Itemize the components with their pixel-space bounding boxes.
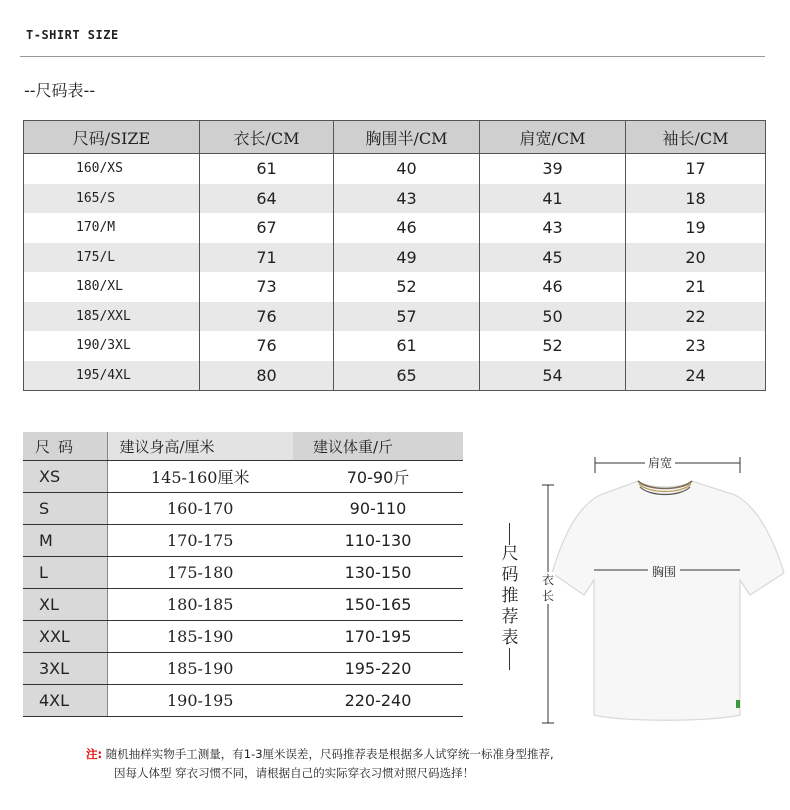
cell-size: 185/XXL bbox=[24, 302, 200, 332]
shoulder-label: 肩宽 bbox=[645, 454, 675, 471]
header-weight: 建议体重/斤 bbox=[293, 432, 463, 461]
side-label: 尺码推荐表 bbox=[501, 544, 519, 648]
cell-value: 46 bbox=[480, 272, 626, 302]
table-row bbox=[23, 557, 463, 589]
cell-value: 40 bbox=[334, 154, 480, 184]
cell-height: 185-190 bbox=[107, 653, 293, 685]
footnote-text-1: 随机抽样实物手工测量，有1-3厘米误差，尺码推荐表是根据多人试穿统一标准身型推荐, bbox=[105, 747, 554, 761]
table-row bbox=[24, 213, 766, 243]
cell-weight: 150-165 bbox=[293, 589, 463, 621]
cell-height: 190-195 bbox=[107, 685, 293, 717]
header-divider bbox=[20, 56, 765, 57]
cell-value: 43 bbox=[480, 213, 626, 243]
chest-label: 胸围 bbox=[648, 563, 680, 580]
cell-value: 54 bbox=[480, 361, 626, 391]
page-title: T-SHIRT SIZE bbox=[26, 28, 119, 42]
cell-size: 190/3XL bbox=[76, 338, 131, 354]
cell-weight: 130-150 bbox=[293, 557, 463, 589]
table-row bbox=[23, 525, 463, 557]
cell-value: 80 bbox=[200, 361, 334, 391]
table-row bbox=[23, 653, 463, 685]
cell-value: 41 bbox=[480, 184, 626, 214]
cell-value: 17 bbox=[626, 154, 766, 184]
header-length: 衣长/CM bbox=[200, 121, 334, 154]
cell-size: M bbox=[23, 525, 107, 557]
footnote-text-2: 因每人体型 穿衣习惯不同，请根据自己的实际穿衣习惯对照尺码选择！ bbox=[114, 766, 475, 780]
tshirt-diagram bbox=[540, 445, 790, 730]
cell-size: 170/M bbox=[76, 220, 116, 236]
cell-value: 65 bbox=[334, 361, 480, 391]
cell-value: 64 bbox=[200, 184, 334, 214]
cell-height: 185-190 bbox=[107, 621, 293, 653]
header-half-chest: 胸围半/CM bbox=[334, 121, 480, 154]
cell-size: S bbox=[23, 493, 107, 525]
table-row bbox=[24, 302, 766, 332]
cell-weight: 195-220 bbox=[293, 653, 463, 685]
recommendation-table bbox=[23, 432, 463, 717]
cell-size: 160/XS bbox=[76, 161, 123, 177]
section-title: --尺码表-- bbox=[24, 81, 96, 100]
table-row bbox=[23, 621, 463, 653]
cell-value: 73 bbox=[200, 272, 334, 302]
cell-value: 61 bbox=[200, 154, 334, 184]
footnote-line-2 bbox=[86, 764, 766, 783]
table-row bbox=[24, 331, 766, 361]
table-row bbox=[23, 589, 463, 621]
cell-value: 52 bbox=[480, 331, 626, 361]
footnote bbox=[86, 745, 766, 783]
cell-weight: 70-90斤 bbox=[293, 461, 463, 493]
cell-size: 165/S bbox=[24, 184, 200, 214]
cell-value: 19 bbox=[626, 213, 766, 243]
cell-size: 3XL bbox=[23, 653, 107, 685]
cell-value: 50 bbox=[480, 302, 626, 332]
cell-value: 71 bbox=[200, 243, 334, 273]
cell-value: 49 bbox=[334, 243, 480, 273]
cell-height: 160-170 bbox=[107, 493, 293, 525]
cell-size: 195/4XL bbox=[24, 361, 200, 391]
cell-value: 57 bbox=[334, 302, 480, 332]
cell-value: 39 bbox=[480, 154, 626, 184]
table-row bbox=[24, 272, 766, 302]
cell-height: 170-175 bbox=[107, 525, 293, 557]
table-row bbox=[24, 184, 766, 214]
side-tag bbox=[736, 700, 740, 708]
cell-value: 67 bbox=[200, 213, 334, 243]
table-row bbox=[24, 154, 766, 184]
cell-value: 22 bbox=[626, 302, 766, 332]
table-row bbox=[23, 461, 463, 493]
footnote-line-1 bbox=[86, 745, 766, 764]
cell-value: 52 bbox=[334, 272, 480, 302]
cell-weight: 220-240 bbox=[293, 685, 463, 717]
cell-size: 175/L bbox=[24, 243, 200, 273]
cell-size: L bbox=[23, 557, 107, 589]
tshirt-shape bbox=[552, 481, 784, 720]
cell-height: 175-180 bbox=[107, 557, 293, 589]
cell-weight: 110-130 bbox=[293, 525, 463, 557]
table-row bbox=[24, 243, 766, 273]
size-table bbox=[23, 120, 766, 391]
cell-value: 61 bbox=[334, 331, 480, 361]
side-label-bottom-line bbox=[509, 648, 510, 670]
cell-value: 20 bbox=[626, 243, 766, 273]
length-label: 衣长 bbox=[541, 573, 554, 603]
cell-value: 24 bbox=[626, 361, 766, 391]
cell-value: 76 bbox=[200, 302, 334, 332]
cell-size: 4XL bbox=[23, 685, 107, 717]
cell-size: XXL bbox=[23, 621, 107, 653]
cell-size: 180/XL bbox=[76, 279, 123, 295]
table-row bbox=[23, 493, 463, 525]
cell-value: 46 bbox=[334, 213, 480, 243]
cell-size: XS bbox=[23, 461, 107, 493]
footnote-prefix: 注: bbox=[86, 747, 103, 761]
cell-size: XL bbox=[23, 589, 107, 621]
header-size: 尺码/SIZE bbox=[24, 121, 200, 154]
cell-height: 180-185 bbox=[107, 589, 293, 621]
cell-weight: 90-110 bbox=[293, 493, 463, 525]
cell-value: 45 bbox=[480, 243, 626, 273]
cell-height: 145-160厘米 bbox=[107, 461, 293, 493]
header-sleeve: 袖长/CM bbox=[626, 121, 766, 154]
table-row bbox=[23, 685, 463, 717]
table-row bbox=[24, 361, 766, 391]
rec-table-header bbox=[23, 432, 463, 461]
header-size: 尺码 bbox=[23, 432, 107, 461]
cell-value: 18 bbox=[626, 184, 766, 214]
cell-value: 43 bbox=[334, 184, 480, 214]
cell-weight: 170-195 bbox=[293, 621, 463, 653]
side-label-top-line bbox=[509, 523, 510, 545]
header-height: 建议身高/厘米 bbox=[107, 432, 293, 461]
cell-value: 76 bbox=[200, 331, 334, 361]
header-shoulder: 肩宽/CM bbox=[480, 121, 626, 154]
cell-value: 21 bbox=[626, 272, 766, 302]
size-table-header bbox=[24, 121, 766, 154]
cell-value: 23 bbox=[626, 331, 766, 361]
